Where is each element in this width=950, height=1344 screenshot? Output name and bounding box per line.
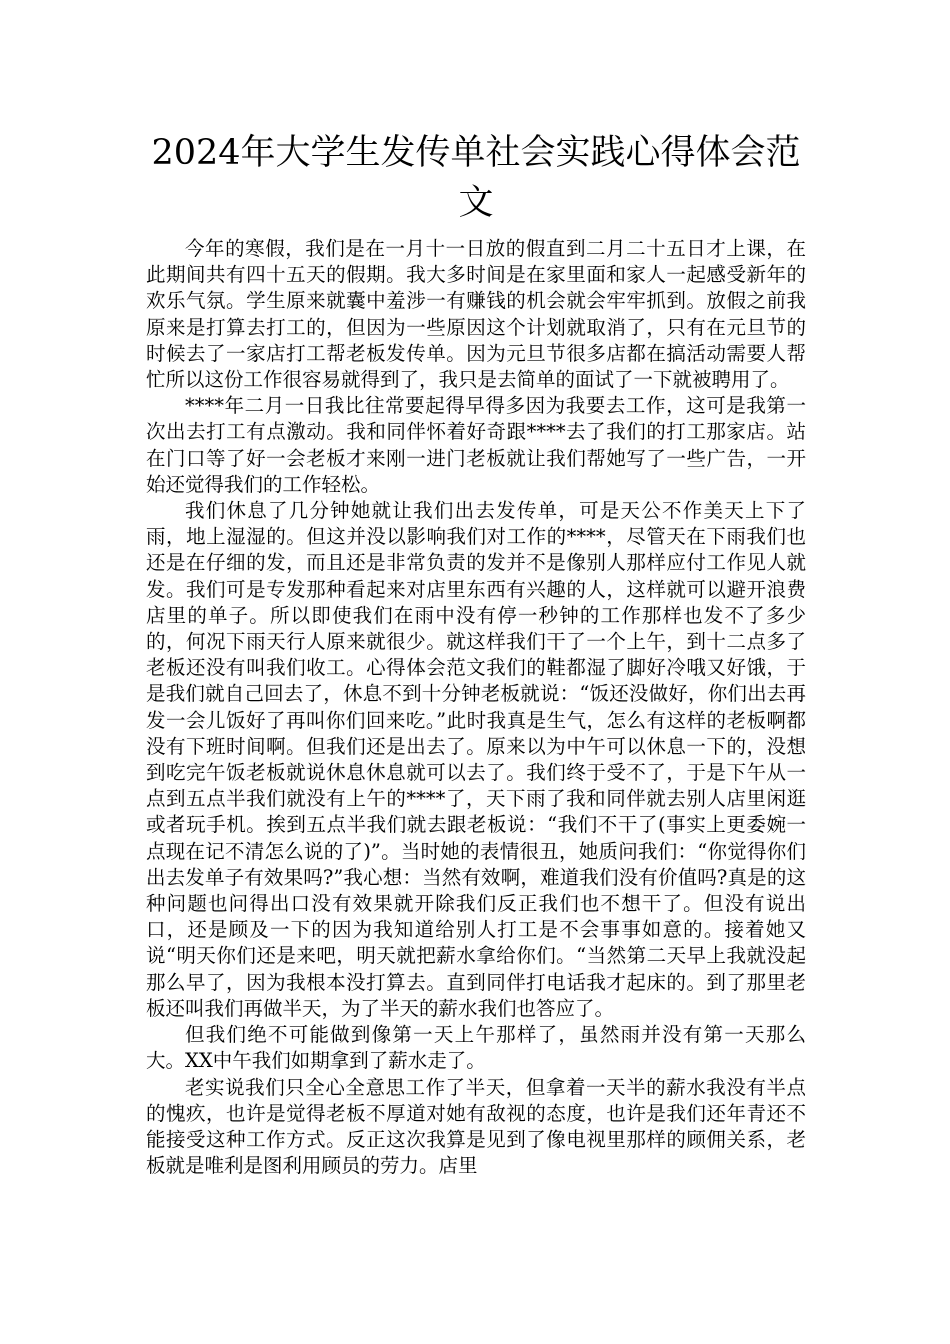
paragraph: 但我们绝不可能做到像第一天上午那样了，虽然雨并没有第一天那么大。XX中午我们如期拿到了薪水走了。: [146, 1023, 806, 1073]
document-body: [146, 236, 806, 1179]
paragraph: 老实说我们只全心全意思工作了半天，但拿着一天半的薪水我没有半点的愧疚，也许是觉得老板不厚道对她有敌视的态度，也许是我们还年青还不能接受这种工作方式。反正这次我算是见到了像电视里那样的顾佣关系，老板就是唯利是图利用顾员的劳力。店里: [146, 1075, 806, 1178]
document-page: [146, 128, 806, 1179]
paragraph: 今年的寒假，我们是在一月十一日放的假直到二月二十五日才上课，在此期间共有四十五天的假期。我大多时间是在家里面和家人一起感受新年的欢乐气氛。学生原来就囊中羞涉一有赚钱的机会就会牢牢抓到。放假之前我原来是打算去打工的，但因为一些原因这个计划就取消了，只有在元旦节的时候去了一家店打工帮老板发传单。因为元旦节很多店都在搞活动需要人帮忙所以这份工作很容易就得到了，我只是去简单的面试了一下就被聘用了。: [146, 237, 806, 392]
paragraph: ****年二月一日我比往常要起得早得多因为我要去工作，这可是我第一次出去打工有点激动。我和同伴怀着好奇跟****去了我们的打工那家店。站在门口等了好一会老板才来刚一进门老板就让我们帮她写了一些广告，一开始还觉得我们的工作轻松。: [146, 394, 806, 496]
paragraph: 我们休息了几分钟她就让我们出去发传单，可是天公不作美天上下了雨，地上湿湿的。但这并没以影响我们对工作的****，尽管天在下雨我们也还是在仔细的发，而且还是非常负责的发并不是像别人那样应付工作见人就发。我们可是专发那种看起来对店里东西有兴趣的人，这样就可以避开浪费店里的单子。所以即使我们在雨中没有停一秒钟的工作那样也发不了多少的，何况下雨天行人原来就很少。就这样我们干了一个上午，到十二点多了老板还没有叫我们收工。心得体会范文我们的鞋都湿了脚好冷哦又好饿，于是我们就自己回去了，休息不到十分钟老板就说：“饭还没做好，你们出去再发一会儿饭好了再叫你们回来吃。”此时我真是生气，怎么有这样的老板啊都没有下班时间啊。但我们还是出去了。原来以为中午可以休息一下的，没想到吃完午饭老板就说休息休息就可以去了。我们终于受不了，于是下午从一点到五点半我们就没有上午的****了，天下雨了我和同伴就去别人店里闲逛或者玩手机。挨到五点半我们就去跟老板说：“我们不干了(事实上更委婉一点现在记不清怎么说的了)”。当时她的表情很丑，她质问我们：“你觉得你们出去发单子有效果吗?”我心想：当然有效啊，难道我们没有价值吗?真是的这种问题也问得出口没有效果就开除我们反正我们也不想干了。但没有说出口，还是顾及一下的因为我知道给别人打工是不会事事如意的。接着她又说“明天你们还是来吧，明天就把薪水拿给你们。“当然第二天早上我就没起那么早了，因为我根本没打算去。直到同伴打电话我才起床的。到了那里老板还叫我们再做半天，为了半天的薪水我们也答应了。: [146, 499, 806, 1020]
document-title: 2024年大学生发传单社会实践心得体会范文: [151, 133, 801, 223]
